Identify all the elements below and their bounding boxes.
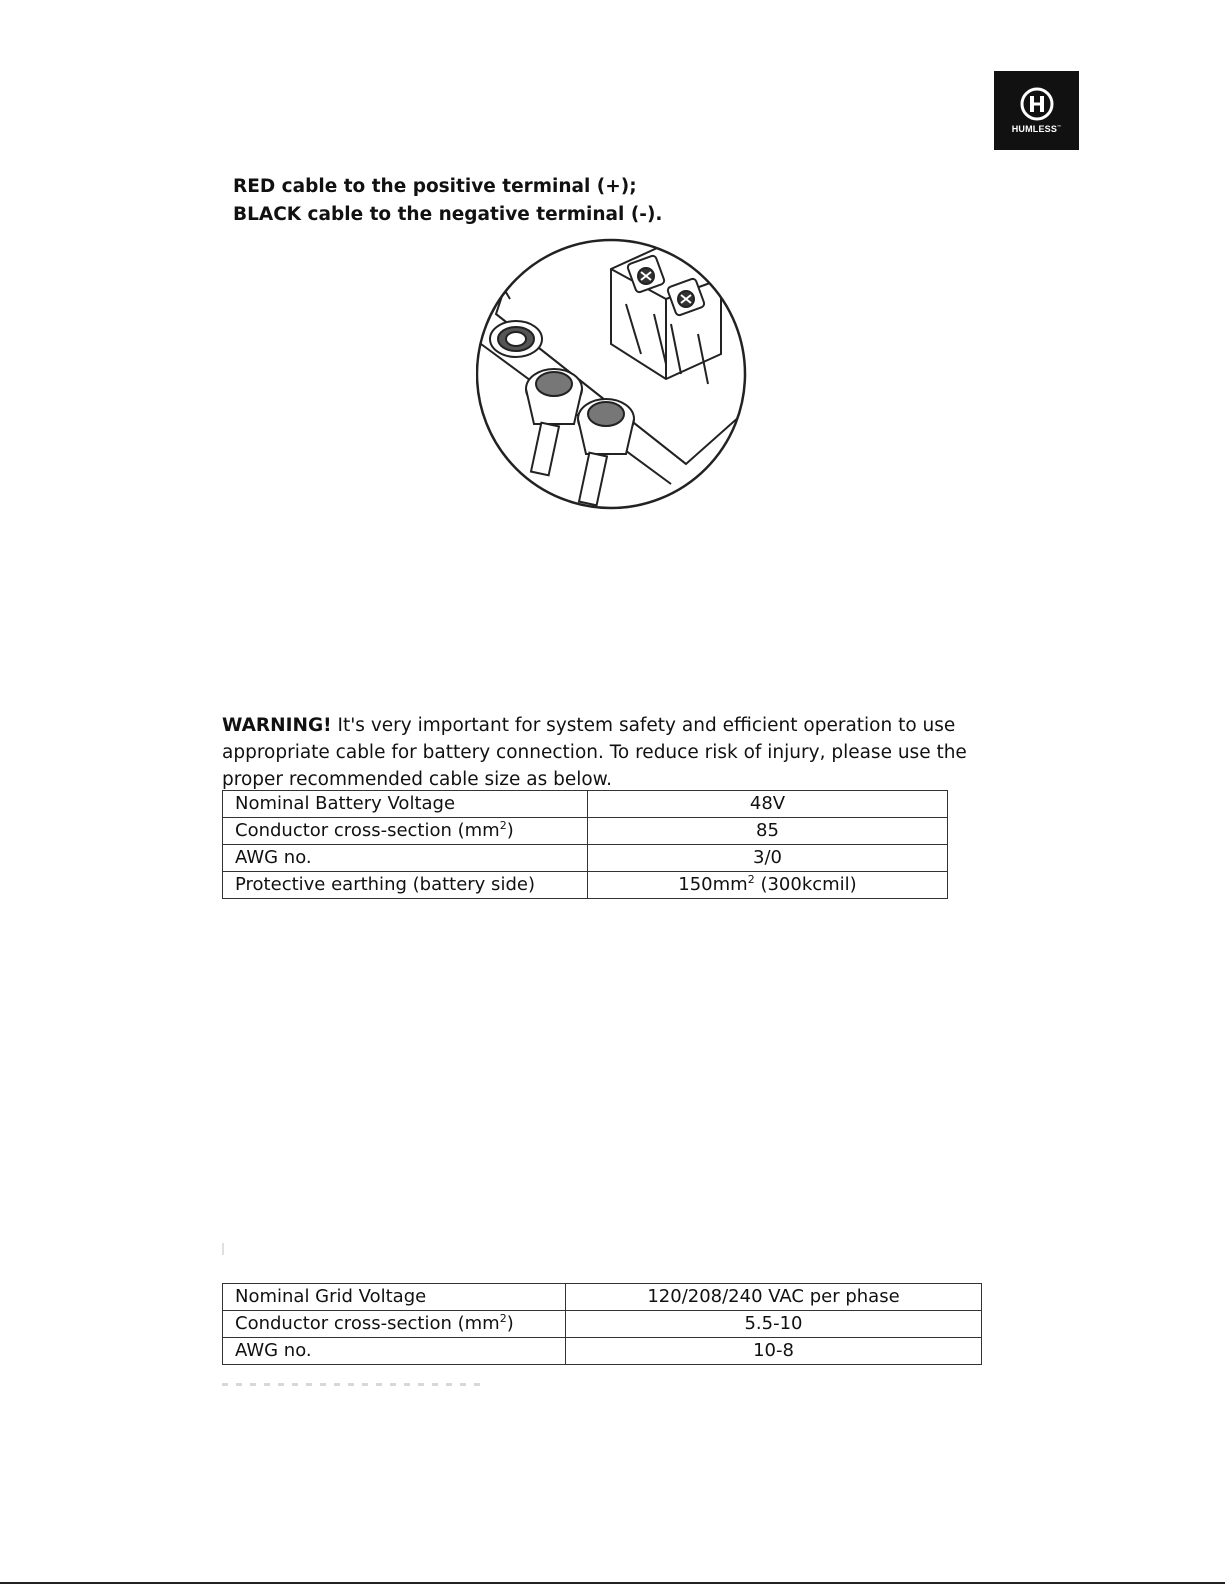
faint-mark (222, 1243, 224, 1255)
table-cell-value: 48V (588, 791, 948, 818)
warning-paragraph (222, 712, 1012, 793)
warning-label: WARNING! (222, 715, 332, 736)
table-cell-value: 10-8 (566, 1338, 982, 1365)
table-row (223, 1284, 982, 1311)
table-cell-value: 120/208/240 VAC per phase (566, 1284, 982, 1311)
table-cell-value: 3/0 (588, 845, 948, 872)
humless-h-icon (1019, 86, 1055, 122)
grid-cable-table (222, 1283, 982, 1365)
table-cell-label: Nominal Battery Voltage (223, 791, 588, 818)
logo-brand-text: HUMLESS™ (1011, 124, 1062, 134)
table-cell-label: AWG no. (223, 845, 588, 872)
humless-logo (994, 71, 1079, 150)
table-row (223, 1311, 982, 1338)
warning-text: It's very important for system safety and efficient operation to use appropriate cable for battery connection. To reduce risk of injury, please use the proper recommended cable size as below. (222, 715, 967, 790)
table-cell-label: Nominal Grid Voltage (223, 1284, 566, 1311)
table-cell-label: AWG no. (223, 1338, 566, 1365)
table-row (223, 845, 948, 872)
battery-terminal-illustration (476, 214, 748, 514)
table-cell-value: 5.5-10 (566, 1311, 982, 1338)
table-cell-value: 85 (588, 818, 948, 845)
cable-gland-right (578, 399, 634, 505)
table-cell-label: Protective earthing (battery side) (223, 872, 588, 899)
battery-cable-table (222, 790, 948, 899)
page-bottom-border (0, 1582, 1225, 1584)
table-row (223, 818, 948, 845)
table-cell-value: $150mm^2$ (300kcmil) (588, 872, 948, 899)
table-row (223, 791, 948, 818)
table-row (223, 1338, 982, 1365)
instruction-black-cable: BLACK cable to the negative terminal (-). (233, 204, 663, 225)
table-cell-label: Conductor cross-section $(mm^2)$ (223, 818, 588, 845)
cable-gland-middle (526, 369, 582, 475)
cable-gland-left (490, 321, 542, 357)
table-cell-label: Conductor cross-section $(mm^2)$ (223, 1311, 566, 1338)
faint-text-remnant (222, 1383, 482, 1386)
instruction-red-cable: RED cable to the positive terminal (+); (233, 176, 637, 197)
table-row (223, 872, 948, 899)
